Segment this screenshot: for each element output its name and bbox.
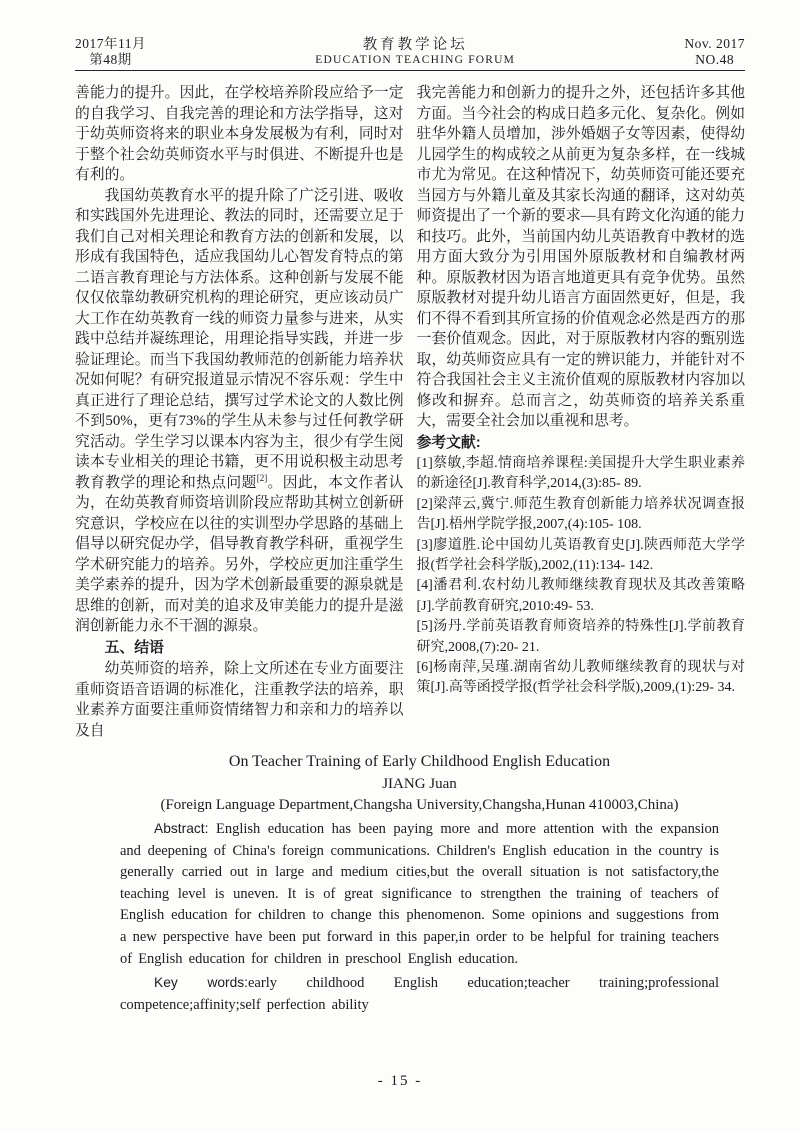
- reference-list: [417, 454, 746, 699]
- issue-info-en: [684, 36, 745, 67]
- paragraph-text: 我国幼英教育水平的提升除了广泛引进、吸收和实践国外先进理论、教法的同时，还需要立足于我们自己对相关理论和教育方法的创新和发展，以形成有我国特色，适应我国幼儿心智发育特点的第二语言教育理论与方法体系。这种创新与发展不能仅仅依靠幼教研究机构的理论研究，更应该动员广大工作在幼英教育一线的师资力量参与进来，从实践中总结并凝练理论，用理论指导实践，并进一步验证理论。而当下我国幼教师范的创新能力培养状况如何呢？有研究报道显示情况不容乐观：学生中真正进行了理论总结，撰写过学术论文的人数比例不到50%，更有73%的学生从未参与过任何教学研究活动。学生学习以课本内容为主，很少有学生阅读本专业相关的理论书籍，更不用说积极主动思考教育教学的理论和热点问题: [75, 187, 404, 491]
- abstract-paragraph: [120, 818, 719, 970]
- reference-item: [6]杨南萍,吴瑾.湖南省幼儿教师继续教育的现状与对策[J].高等函授学报(哲学社会科学版),2009,(1):29- 34.: [416, 660, 745, 696]
- journal-title-cn: 教育教学论坛: [362, 37, 468, 53]
- abstract-text: English education has been paying more and more attention with the expansion and deepening of China's foreign communications. Children's English education in the country is generally carried out in large and medium cities,but the overall situation is not satisfactory,the teaching level is uneven. It is of great significance to strengthen the training of teachers of English education for children to change this phenomenon. Some opinions and suggestions from a new perspective have been put forward in this paper,in order to be helpful for training teachers of English education for children in preschool English education.: [120, 821, 719, 967]
- abstract-label: Abstract:: [154, 821, 209, 836]
- english-abstract-section: [75, 751, 745, 1016]
- paragraph-continuation: 我完善能力和创新力的提升之外，还包括许多其他方面。当今社会的构成日趋多元化、复杂化。例如驻华外籍人员增加，涉外婚姻子女等因素，使得幼儿园学生的构成较之从前更为复杂多样，在一线城市尤为常见。在这种情况下，幼英师资可能还要充当园方与外籍儿童及其家长沟通的翻译，这对幼英师资提出了一个新的要求—具有跨文化沟通的能力和技巧。此外，当前国内幼儿英语教育中教材的选用方面大致分为引用国外原版教材和自编教材两种。原版教材因为语言地道更具有竞争优势。虽然原版教材对提升幼儿语言方面固然更好，但是，我们不得不看到其所宣扬的价值观念必然是西方的那一套价值观念。因此，对于原版教材内容的甄别选取，幼英师资应具有一定的辨识能力，并能针对不符合我国社会主义主流价值观的原版教材内容加以修改和摒弃。总而言之，幼英师资的培养关系重大，需要全社会加以重视和思考。: [416, 85, 745, 429]
- reference-item: [5]汤丹.学前英语教育师资培养的特殊性[J].学前教育研究,2008,(7):20- 21.: [416, 619, 745, 655]
- references-heading: 参考文献:: [416, 434, 481, 451]
- header-divider: [75, 70, 745, 71]
- left-column: [75, 83, 404, 741]
- issue-date-en: Nov. 2017: [684, 36, 745, 51]
- page-number: - 15 -: [377, 1073, 423, 1089]
- citation-superscript: [2]: [256, 472, 268, 483]
- section-heading-conclusion: 五、结语: [104, 639, 164, 656]
- author-name: JIANG Juan: [382, 776, 457, 792]
- journal-title-en: EDUCATION TEACHING FORUM: [315, 54, 516, 66]
- issue-number-cn: 第48期: [89, 51, 132, 67]
- reference-item: [3]廖道胜.论中国幼儿英语教育史[J].陕西师范大学学报(哲学社会科学版),2002,(11):134- 142.: [416, 537, 745, 574]
- english-title: On Teacher Training of Early Childhood English Education: [228, 753, 611, 770]
- issue-number-en: NO.48: [695, 51, 735, 67]
- paragraph-text: 。因此，本文作者认为，在幼英教育师资培训阶段应帮助其树立创新研究意识，学校应在以往的实训型办学思路的基础上倡导以研究促办学，倡导教育教学科研，重视学生学术研究能力的培养。另外，学校应更加注重学生美学素养的提升，因为学术创新最重要的源泉就是思维的创新，而对美的追求及审美能力的提升是滋润创新能力永不干涸的源泉。: [75, 474, 404, 634]
- paragraph-continuation: 善能力的提升。因此，在学校培养阶段应给予一定的自我学习、自我完善的理论和方法学指导，这对于幼英师资将来的职业本身发展极为有利，同时对于整个社会幼英师资水平与时俱进、不断提升也是有利的。: [75, 85, 404, 183]
- issue-date-cn: 2017年11月: [75, 36, 146, 51]
- page-header: [75, 36, 745, 67]
- reference-item: [1]蔡敏,李超.情商培养课程:美国提升大学生职业素养的新途径[J].教育科学,2014,(3):85- 89.: [416, 456, 745, 492]
- article-body: [75, 83, 745, 741]
- reference-item: [2]梁萍云,冀宁.师范生教育创新能力培养状况调查报告[J].梧州学院学报,2007,(4):105- 108.: [416, 496, 745, 533]
- issue-info-cn: [75, 36, 146, 67]
- reference-item: [4]潘君利.农村幼儿教师继续教育现状及其改善策略[J].学前教育研究,2010:49- 53.: [416, 578, 745, 614]
- right-column: [417, 83, 746, 741]
- page-footer: [0, 1072, 800, 1090]
- keywords-label: Key words:: [154, 975, 248, 991]
- paragraph-innovation: [75, 186, 404, 637]
- paragraph-conclusion: 幼英师资的培养，除上文所述在专业方面要注重师资语音语调的标准化，注重教学法的培养，职业素养方面要注重师资情绪智力和亲和力的培养以及自: [75, 661, 404, 739]
- journal-title: [146, 37, 684, 67]
- keywords-paragraph: [120, 972, 719, 1016]
- keywords-text: early childhood English education;teacher training;professional competence;affinity;self perfection ability: [120, 975, 719, 1013]
- author-affiliation: (Foreign Language Department,Changsha University,Changsha,Hunan 410003,China): [160, 797, 679, 813]
